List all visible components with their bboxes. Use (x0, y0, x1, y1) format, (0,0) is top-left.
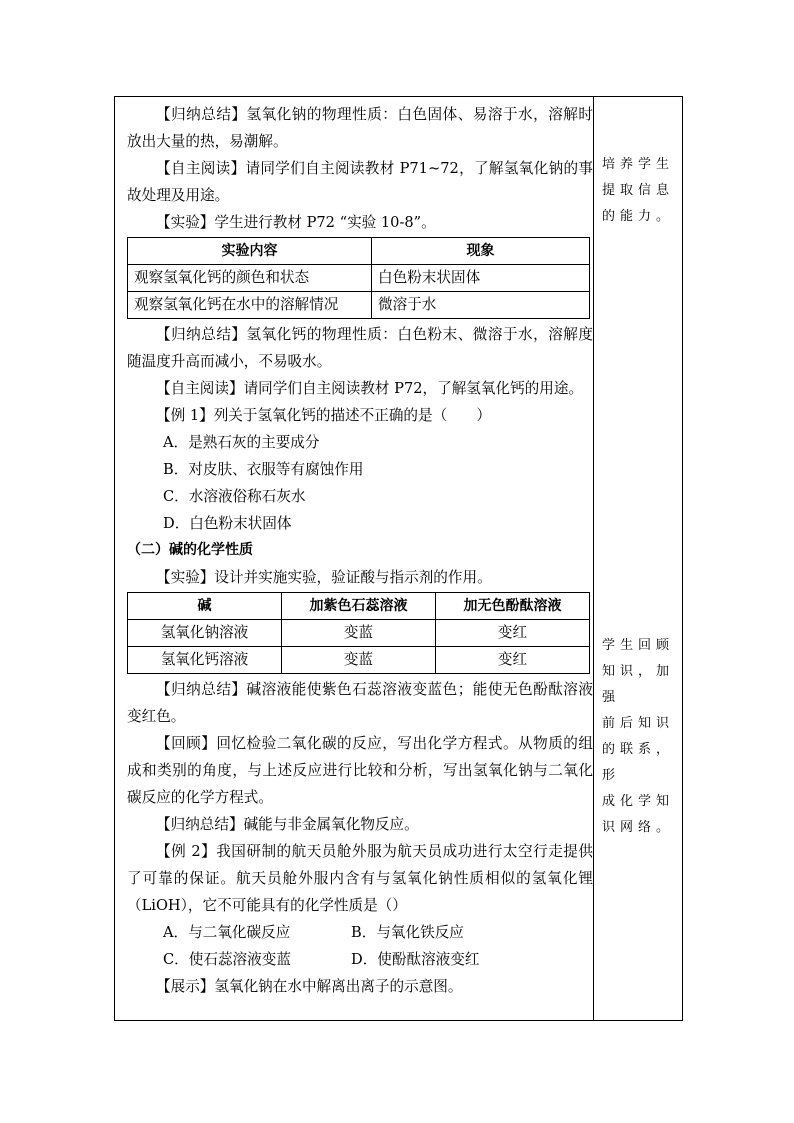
example-2-option-d: D．使酚酞溶液变红 (351, 951, 480, 968)
table-header: 实验内容 (128, 238, 372, 265)
review-co2: 【回顾】回忆检验二氧化碳的反应，写出化学方程式。从物质的组成和类别的角度，与上述反应进行比较和分析，写出氢氧化钠与二氧化碳反应的化学方程式。 (127, 735, 593, 806)
table-cell: 氢氧化钠溶液 (128, 620, 282, 647)
design-intent-note-1 (602, 152, 678, 230)
lesson-table (114, 96, 683, 1021)
table-header: 现象 (372, 238, 590, 265)
design-intent-note-2 (602, 633, 678, 841)
table-row (128, 647, 590, 674)
example-1-option-b: B．对皮肤、衣服等有腐蚀作用 (163, 461, 364, 478)
reading-caoh2: 【自主阅读】请同学们自主阅读教材 P72，了解氢氧化钙的用途。 (156, 380, 584, 397)
experiment-indicator: 【实验】设计并实施实验，验证酸与指示剂的作用。 (156, 569, 492, 586)
side-line: 识网络。 (602, 820, 675, 835)
summary-indicator: 【归纳总结】碱溶液能使紫色石蕊溶液变蓝色；能使无色酚酞溶液变红色。 (127, 681, 593, 725)
section-heading: （二）碱的化学性质 (127, 542, 253, 558)
table-header: 加无色酚酞溶液 (436, 593, 590, 620)
table-cell: 观察氢氧化钙在水中的溶解情况 (128, 292, 372, 319)
side-line: 培养学生 (602, 157, 675, 172)
side-line: 的联系，形 (602, 742, 675, 783)
table-cell: 变蓝 (282, 647, 436, 674)
example-1-option-a: A．是熟石灰的主要成分 (163, 434, 320, 451)
example-1-option-d: D．白色粉末状固体 (163, 515, 292, 532)
main-content-cell (127, 101, 593, 1000)
table-header-row (128, 238, 590, 265)
table-cell: 微溶于水 (372, 292, 590, 319)
example-2-question: 【例 2】我国研制的航天员舱外服为航天员成功进行太空行走提供了可靠的保证。航天员舱外服内含有与氢氧化钠性质相似的氢氧化锂（LiOH），它不可能具有的化学性质是（） (127, 843, 593, 914)
side-line: 提取信息 (602, 183, 675, 198)
example-2-options-row-1 (127, 919, 593, 946)
side-line: 前后知识 (602, 716, 675, 731)
experiment-intro: 【实验】学生进行教材 P72 “实验 10-8”。 (156, 214, 436, 231)
table-cell: 观察氢氧化钙的颜色和状态 (128, 265, 372, 292)
table-header: 碱 (128, 593, 282, 620)
display-diagram-note: 【展示】氢氧化钠在水中解离出离子的示意图。 (156, 978, 463, 995)
table-row (128, 620, 590, 647)
summary-nonmetal-oxide: 【归纳总结】碱能与非金属氧化物反应。 (156, 816, 419, 833)
table-header: 加紫色石蕊溶液 (282, 593, 436, 620)
summary-naoh-properties: 【归纳总结】氢氧化钠的物理性质：白色固体、易溶于水，溶解时放出大量的热，易潮解。 (127, 106, 593, 150)
table-row (128, 292, 590, 319)
table-header-row (128, 593, 590, 620)
table-cell: 氢氧化钙溶液 (128, 647, 282, 674)
example-2-option-b: B．与氧化铁反应 (351, 924, 464, 941)
side-line: 的能力。 (602, 209, 675, 224)
table-cell: 变红 (436, 620, 590, 647)
side-line: 成化学知 (602, 794, 675, 809)
table-row (128, 265, 590, 292)
experiment-table-caoh2 (127, 237, 590, 319)
example-2-option-a: A．与二氧化碳反应 (163, 924, 291, 941)
table-cell: 变红 (436, 647, 590, 674)
side-line: 知识，加强 (602, 664, 675, 705)
example-1-question: 【例 1】列关于氢氧化钙的描述不正确的是（ ） (156, 407, 491, 424)
summary-caoh2-properties: 【归纳总结】氢氧化钙的物理性质：白色粉末、微溶于水，溶解度随温度升高而减小，不易吸水。 (127, 326, 593, 370)
table-cell: 白色粉末状固体 (372, 265, 590, 292)
indicator-table (127, 592, 590, 674)
example-2-options-row-2 (127, 946, 593, 973)
example-2-option-c: C．使石蕊溶液变蓝 (163, 951, 291, 968)
reading-naoh: 【自主阅读】请同学们自主阅读教材 P71~72，了解氢氧化钠的事故处理及用途。 (127, 160, 593, 204)
side-line: 学生回顾 (602, 638, 675, 653)
column-divider (593, 97, 594, 1020)
table-cell: 变蓝 (282, 620, 436, 647)
example-1-option-c: C．水溶液俗称石灰水 (163, 488, 306, 505)
